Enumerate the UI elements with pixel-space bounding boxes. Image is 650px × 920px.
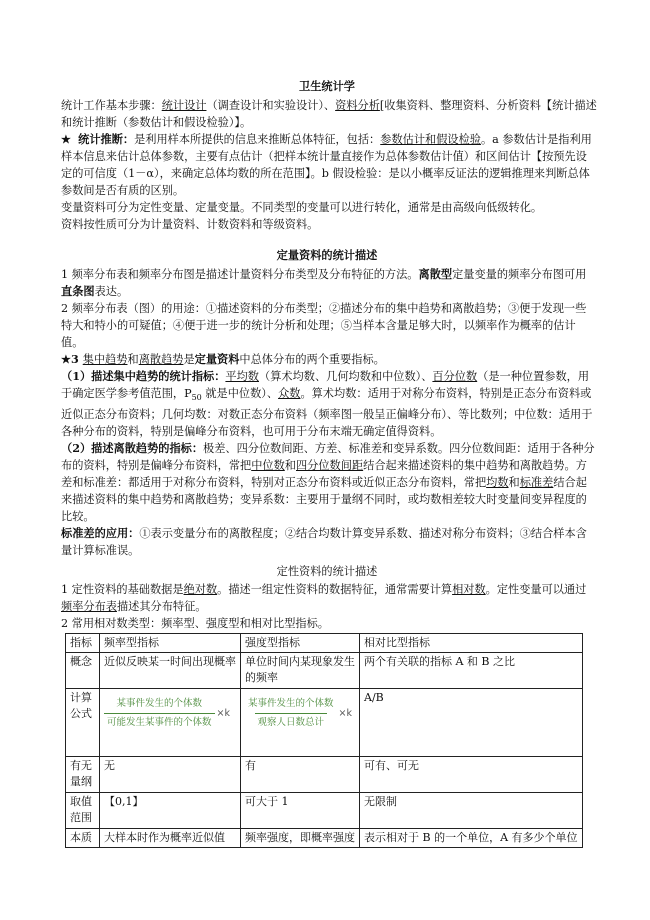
table-cell: 表示相对于 B 的一个单位，A 有多少个单位 [360, 829, 583, 848]
text-run: 结合起来描述资料的集中趋势和离散趋势。方差和标准差：都适用于对称分布资料，特别对正态分布资料或近似正态分布资料，常把 [61, 459, 587, 490]
relative-number-table [65, 633, 583, 848]
bold-term: 直条图 [61, 284, 95, 298]
frequency-formula [104, 696, 230, 731]
underlined-term: 标准差 [519, 476, 554, 490]
underlined-term: 众数 [278, 387, 301, 400]
underlined-term: 资料分析 [335, 99, 380, 112]
formula-multiplier: ×k [338, 707, 352, 719]
text-run: 和 [284, 459, 296, 473]
text-run: ①表示变量分布的离散程度；②结合均数计算变异系数、描述对称分布资料；③结合样本含量计算标准误。 [61, 527, 587, 558]
text-run: （算术均数、几何均数和中位数）、 [259, 370, 433, 383]
underlined-term: 百分位数 [432, 370, 478, 383]
text-run: 1 定性资料的基础数据是 [61, 583, 184, 597]
table-row-label: 本质 [66, 829, 100, 848]
text-run: 。描述一组定性资料的数据特征，通常需要计算 [217, 583, 453, 597]
text-run: 描述其分布特征。 [116, 600, 207, 614]
table-row [66, 829, 583, 848]
table-cell: 频率强度，即概率强度 [241, 829, 360, 848]
intro-inference [57, 131, 597, 199]
formula-denominator: 观察人日数总计 [255, 713, 328, 731]
table-cell: 单位时间内某现象发生的频率 [241, 653, 360, 689]
bold-term: 离散型 [418, 267, 453, 281]
quant-item-1 [57, 266, 597, 300]
section-title-quantitative: 定量资料的统计描述 [276, 248, 378, 262]
text-run: 中总体分布的两个重要指标。 [239, 353, 385, 366]
text-run: （是一种位置参数，用于确定医学参考值范围，P [61, 370, 590, 400]
table-cell: 两个有关联的指标 A 和 B 之比 [360, 653, 583, 689]
text-run: 是 [183, 353, 195, 366]
underlined-term: 统计设计 [161, 99, 207, 112]
text-run: 和 [127, 353, 139, 366]
bold-heading: （1）描述集中趋势的统计指标： [61, 369, 226, 383]
table-cell: 【0,1】 [100, 793, 241, 829]
table-cell: 无限制 [360, 793, 583, 829]
text-run: 就是中位数）、 [201, 387, 279, 400]
document-title: 卫生统计学 [299, 79, 355, 93]
table-row-label: 有无量纲 [66, 757, 100, 793]
table-header-cell: 强度型指标 [241, 634, 360, 653]
table-row [66, 793, 583, 829]
underlined-term: 离散趋势 [138, 353, 184, 366]
text-run: 极差、四分位数间距、方差、标准差和变异系数。四分位数间距：适用于各种分布的资料，特别是偏峰分布资料，常把 [61, 442, 595, 473]
table-header-cell: 频率型指标 [100, 634, 241, 653]
text-run: 和 [508, 476, 520, 490]
underlined-term: 集中趋势 [82, 353, 128, 366]
document-page [57, 78, 597, 848]
table-header-cell: 指标 [66, 634, 100, 653]
table-cell: A/B [360, 689, 583, 757]
text-run: 1 频率分布表和频率分布图是描述计量资料分布类型及分布特征的方法。 [61, 268, 419, 281]
formula-numerator: 某事件发生的个体数 [248, 698, 334, 710]
table-row-label: 取值范围 [66, 793, 100, 829]
table-row [66, 757, 583, 793]
table-row-label: 概念 [66, 653, 100, 689]
table-cell: 有 [241, 757, 360, 793]
formula-numerator: 某事件发生的个体数 [116, 698, 203, 710]
text-run: 统计工作基本步骤： [61, 99, 162, 112]
formula-multiplier: ×k [216, 707, 230, 719]
text-run: 表达。 [94, 285, 129, 298]
quant-central-tendency [57, 368, 597, 440]
qual-item-1 [57, 581, 597, 615]
table-cell: 可有、可无 [360, 757, 583, 793]
text-run: 。a 参数估计是指利用样本信息来估计总体参数，主要有点估计（把样本统计量直接作为总体参数估计值）和区间估计【按预先设定的可信度（1－α），来确定总体均数的所在范围】。b 假设检验：是以小概率反证法的逻辑推理来判断总体参数间是否有质的区别。 [61, 133, 592, 197]
qual-item-2: 2 常用相对数类型：频率型、强度型和相对比型指标。 [61, 617, 329, 631]
text-run: [收集资料、整理资料、分析资料【统计描述和统计推断（参数估计和假设检验）】。 [61, 99, 597, 129]
table-row [66, 689, 583, 757]
text-run: 。定性变量可以通过 [485, 583, 587, 597]
bold-term: 定量资料 [194, 352, 240, 366]
quant-sd-application [57, 525, 597, 559]
underlined-term: 绝对数 [183, 583, 218, 597]
table-row-label: 计算公式 [66, 689, 100, 757]
table-cell: 无 [100, 757, 241, 793]
table-cell-formula [241, 689, 360, 757]
bold-heading: （2）描述离散趋势的指标： [61, 441, 204, 456]
intro-variables: 变量资料可分为定性变量、定量变量。不同类型的变量可以进行转化，通常是由高级向低级转化。 [61, 201, 543, 214]
text-run: 结合起来描述资料的集中趋势和离散趋势；变异系数：主要用于量纲不同时，或均数相差较大时变量间变异程度的比较。 [61, 476, 587, 524]
section-title-qualitative: 定性资料的统计描述 [276, 565, 378, 579]
underlined-term: 四分位数间距 [295, 459, 364, 473]
table-cell: 大样本时作为概率近似值 [100, 829, 241, 848]
quant-item-3 [57, 351, 597, 368]
quant-item-2: 2 频率分布表（图）的用途：①描述资料的分布类型；②描述分布的集中趋势和离散趋势；③便于发现一些特大和特小的可疑值；④便于进一步的统计分析和处理；⑤当样本含量足够大时，以频率作为概率的估计值。 [61, 302, 587, 349]
underlined-term: 参数估计和假设检验 [380, 133, 481, 146]
star-marker: ★3 [61, 352, 83, 366]
table-header-row [66, 634, 583, 653]
underlined-term: 相对数 [452, 583, 486, 597]
text-run: 定量变量的频率分布图可用 [452, 268, 587, 281]
table-row [66, 653, 583, 689]
subscript: 50 [191, 393, 202, 403]
text-run: （调查设计和实验设计）、 [206, 99, 336, 112]
intro-data-types: 资料按性质可分为计量资料、计数资料和等级资料。 [61, 218, 319, 231]
underlined-term: 频率分布表 [61, 600, 117, 614]
star-marker: ★ [61, 132, 72, 146]
bold-heading: 统计推断： [78, 132, 135, 146]
underlined-term: 中位数 [251, 459, 285, 473]
intensity-formula [245, 696, 352, 731]
quant-dispersion [57, 440, 597, 525]
underlined-term: 均数 [486, 476, 509, 490]
table-cell-formula [100, 689, 241, 757]
text-run: 是利用样本所提供的信息来推断总体特征，包括： [134, 133, 381, 146]
formula-denominator: 可能发生某事件的个体数 [104, 713, 215, 731]
text-run: 。算术均数：适用于对称分布资料，特别是正态分布资料或近似正态分布资料；几何均数：对数正态分布资料（频率图一般呈正偏峰分布）、等比数列；中位数：适用于各种分布的资料，特别是偏峰分布资料，也可用于分布末端无确定值得资料。 [61, 387, 593, 439]
table-cell: 可大于 1 [241, 793, 360, 829]
table-header-cell: 相对比型指标 [360, 634, 583, 653]
underlined-term: 平均数 [225, 370, 259, 383]
bold-heading: 标准差的应用： [61, 526, 140, 541]
intro-steps [57, 97, 597, 131]
table-cell: 近似反映某一时间出现概率 [100, 653, 241, 689]
